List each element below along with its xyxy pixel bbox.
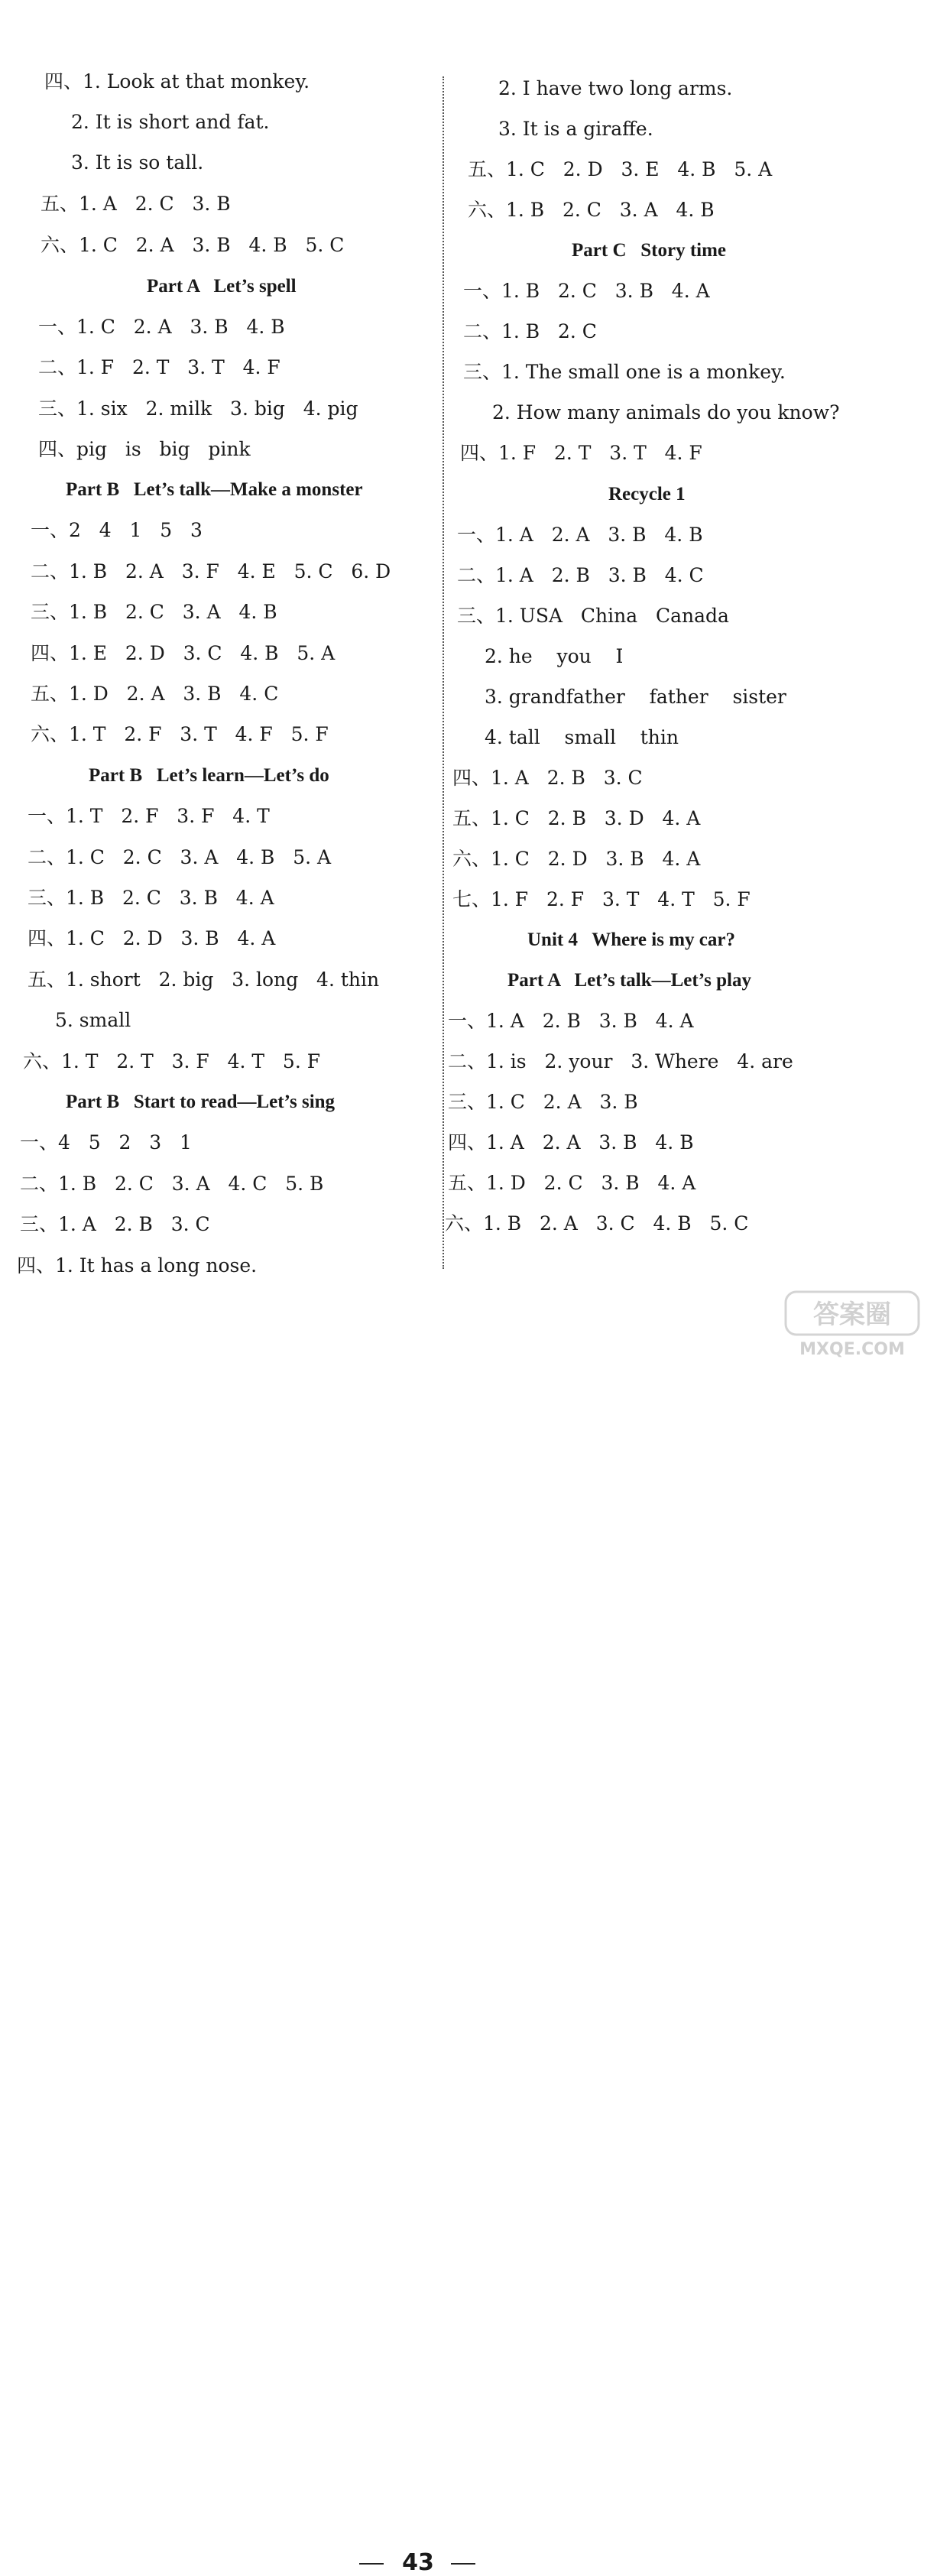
answer-line: 五、1. short 2. big 3. long 4. thin — [28, 968, 380, 991]
answer-line: 二、1. F 2. T 3. T 4. F — [38, 356, 280, 378]
section-heading: Part A Let’s spell — [147, 276, 297, 297]
answer-line: 一、2 4 1 5 3 — [31, 519, 203, 541]
answer-line: 四、1. A 2. B 3. C — [452, 767, 643, 789]
footer-dash-right — [451, 2563, 475, 2565]
page-number: 43 — [402, 2549, 434, 2576]
answer-line: 四、1. E 2. D 3. C 4. B 5. A — [31, 642, 336, 664]
answer-line: 4. tall small thin — [485, 726, 679, 748]
answer-line: 三、1. The small one is a monkey. — [463, 361, 786, 383]
answer-line: 四、1. F 2. T 3. T 4. F — [460, 442, 702, 464]
watermark-site-text: MXQE.COM — [799, 1340, 905, 1359]
answer-line: 三、1. B 2. C 3. A 4. B — [31, 601, 277, 623]
answer-line: 一、1. C 2. A 3. B 4. B — [38, 316, 285, 338]
answer-line: 三、1. A 2. B 3. C — [20, 1213, 210, 1235]
answer-line: 五、1. A 2. C 3. B — [41, 193, 231, 215]
answer-line: 二、1. A 2. B 3. B 4. C — [457, 564, 704, 586]
answer-line: 五、1. D 2. C 3. B 4. A — [448, 1172, 696, 1194]
answer-line: 五、1. D 2. A 3. B 4. C — [31, 683, 279, 705]
answer-line: 三、1. C 2. A 3. B — [448, 1091, 638, 1113]
answer-line: 一、4 5 2 3 1 — [20, 1131, 192, 1153]
answer-line: 三、1. USA China Canada — [457, 605, 729, 627]
section-heading: Part C Story time — [572, 240, 727, 261]
answer-line: 2. he you I — [485, 645, 624, 667]
answer-line: 六、1. C 2. D 3. B 4. A — [452, 848, 701, 870]
answer-line: 四、1. It has a long nose. — [17, 1254, 258, 1277]
answer-line: 四、pig is big pink — [38, 438, 251, 460]
answer-line: 二、1. B 2. A 3. F 4. E 5. C 6. D — [31, 560, 391, 582]
answer-line: 六、1. T 2. F 3. T 4. F 5. F — [31, 723, 329, 745]
answer-line: 一、1. T 2. F 3. F 4. T — [28, 805, 270, 827]
answer-line: 3. It is a giraffe. — [498, 118, 653, 140]
answer-line: 2. It is short and fat. — [71, 111, 270, 133]
section-heading: Recycle 1 — [608, 484, 686, 504]
section-heading: Part A Let’s talk—Let’s play — [507, 970, 751, 991]
answer-line: 二、1. is 2. your 3. Where 4. are — [448, 1050, 793, 1072]
section-heading: Unit 4 Where is my car? — [527, 930, 735, 950]
answer-line: 3. grandfather father sister — [485, 686, 786, 708]
answer-line: 一、1. B 2. C 3. B 4. A — [463, 280, 710, 302]
footer-dash-left — [359, 2563, 384, 2565]
answer-line: 四、1. C 2. D 3. B 4. A — [28, 927, 276, 949]
answer-line: 二、1. C 2. C 3. A 4. B 5. A — [28, 846, 332, 868]
column-divider — [443, 76, 444, 1269]
answer-line: 3. It is so tall. — [71, 151, 204, 174]
answer-line: 三、1. six 2. milk 3. big 4. pig — [38, 397, 358, 420]
answer-line: 5. small — [55, 1009, 131, 1031]
answer-line: 2. I have two long arms. — [498, 77, 733, 99]
section-heading: Part B Let’s talk—Make a monster — [66, 479, 363, 500]
section-heading: Part B Start to read—Let’s sing — [66, 1092, 336, 1112]
answer-line: 二、1. B 2. C 3. A 4. C 5. B — [20, 1173, 324, 1195]
answer-line: 七、1. F 2. F 3. T 4. T 5. F — [452, 888, 751, 910]
section-heading: Part B Let’s learn—Let’s do — [89, 765, 329, 786]
answer-line: 五、1. C 2. D 3. E 4. B 5. A — [468, 158, 773, 180]
answer-line: 二、1. B 2. C — [463, 320, 597, 342]
answer-line: 2. How many animals do you know? — [492, 401, 840, 423]
answer-line: 五、1. C 2. B 3. D 4. A — [452, 807, 701, 829]
answer-line: 四、1. Look at that monkey. — [44, 70, 310, 92]
watermark-logo — [780, 1287, 925, 1364]
answer-line: 三、1. B 2. C 3. B 4. A — [28, 887, 274, 909]
answer-line: 一、1. A 2. B 3. B 4. A — [448, 1010, 694, 1032]
answer-line: 六、1. B 2. C 3. A 4. B — [468, 199, 715, 221]
answer-line: 六、1. B 2. A 3. C 4. B 5. C — [445, 1212, 749, 1234]
answer-line: 六、1. T 2. T 3. F 4. T 5. F — [23, 1050, 321, 1072]
answer-line: 六、1. C 2. A 3. B 4. B 5. C — [41, 234, 345, 256]
answer-line: 一、1. A 2. A 3. B 4. B — [457, 524, 703, 546]
answer-line: 四、1. A 2. A 3. B 4. B — [448, 1131, 694, 1153]
watermark-logo-text: 答案圈 — [813, 1299, 891, 1330]
